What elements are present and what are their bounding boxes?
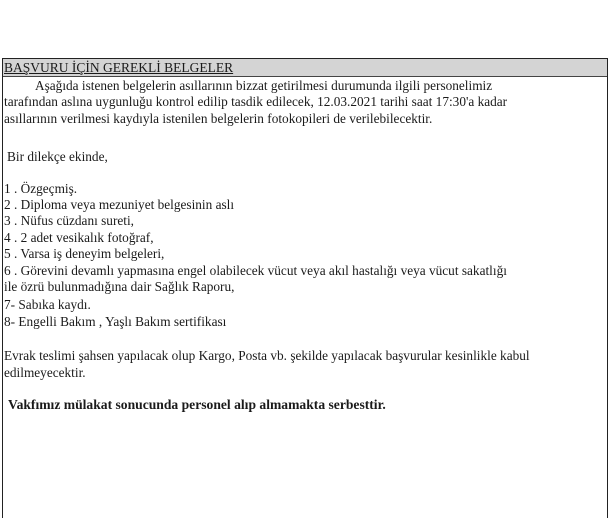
list-item-1: 1 . Özgeçmiş. [4,181,78,196]
intro-line-3: asıllarının verilmesi kaydıyla istenilen belgelerin fotokopileri de verilebilecektir. [4,111,433,126]
notice-line-2: edilmeyecektir. [4,365,86,380]
list-item-2: 2 . Diploma veya mezuniyet belgesinin aslı [4,197,235,212]
list-item-6: 6 . Görevini devamlı yapmasına engel olabilecek vücut veya akıl hastalığı veya vücut sakatlığı [4,263,507,278]
attachment-label: Bir dilekçe ekinde, [7,149,108,164]
closing-statement: Vakfımız mülakat sonucunda personel alıp almamakta serbesttir. [8,397,386,412]
intro-line-1: Aşağıda istenen belgelerin asıllarının bizzat getirilmesi durumunda ilgili personelimiz [35,78,493,93]
section-title: BAŞVURU İÇİN GEREKLİ BELGELER [3,59,607,77]
notice-line-1: Evrak teslimi şahsen yapılacak olup Kargo, Posta vb. şekilde yapılacak başvurular kesinlikle kabul [4,348,530,363]
list-item-8: 8- Engelli Bakım , Yaşlı Bakım sertifikası [4,314,227,329]
list-item-7: 7- Sabıka kaydı. [4,297,91,312]
list-item-6-continued: ile özrü bulunmadığına dair Sağlık Raporu, [4,279,235,294]
list-item-3: 3 . Nüfus cüzdanı sureti, [4,213,134,228]
list-item-4: 4 . 2 adet vesikalık fotoğraf, [4,230,154,245]
document-frame [2,58,608,518]
list-item-5: 5 . Varsa iş deneyim belgeleri, [4,246,165,261]
intro-line-2: tarafından aslına uygunluğu kontrol edilip tasdik edilecek, 12.03.2021 tarihi saat 17:30'a kadar [4,94,508,109]
